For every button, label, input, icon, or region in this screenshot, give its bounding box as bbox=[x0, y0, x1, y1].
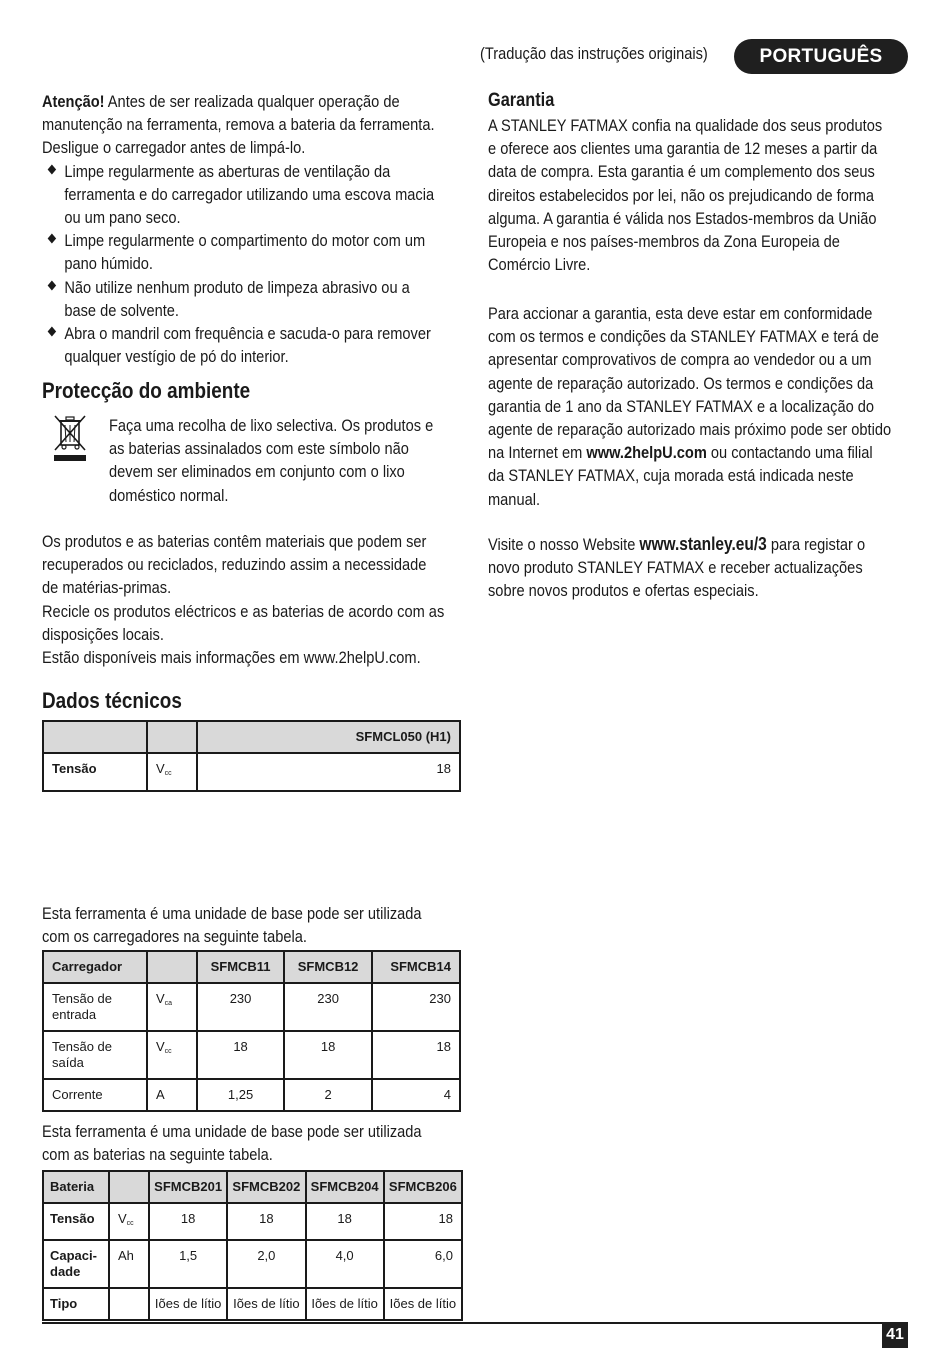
left-column bbox=[42, 90, 462, 1311]
table-row: Tensão de entrada $V_{ca}$ 230 230 230 bbox=[43, 983, 460, 1031]
warranty-paragraph-3: Visite o nosso Website www.stanley.eu/3 para registar o novo produto STANLEY FATMAX e receber actualizações sobre novos produtos e ofertas especiais. bbox=[488, 534, 866, 601]
environment-title: Protecção do ambiente bbox=[42, 378, 251, 403]
warranty-paragraph-2: Para accionar a garantia, esta deve estar em conformidade com os termos e condições da STANLEY FATMAX e terá de apresentar comprovativos de compra ao vendedor ou a um agente de reparação autorizado. Os termos e condições da garantia de 1 ano da STANLEY FATMAX e a localização do agente de reparação autorizado mais próximo pode ser obtido na Internet em www.2helpU.com ou contactando uma filial da STANLEY FATMAX, cuja morada está indicada neste manual. bbox=[488, 304, 892, 509]
maintenance-section bbox=[42, 90, 435, 368]
chargers-table: Carregador SFMCB11 SFMCB12 SFMCB14 Tensão de entrada $V_{ca}$ 230 230 230 Tensão de saída $V_{cc}$ 18 18 18 Corrente A 1,25 2 4 bbox=[42, 950, 461, 1112]
table-row: Tensão $V_{cc}$ 18 18 18 18 bbox=[43, 1203, 462, 1240]
warranty-title: Garantia bbox=[488, 90, 555, 111]
diamond-bullet-icon bbox=[48, 327, 57, 337]
page-number: 41 bbox=[882, 1322, 908, 1348]
language-badge: PORTUGUÊS bbox=[734, 39, 908, 74]
batteries-table: Bateria SFMCB201 SFMCB202 SFMCB204 SFMCB206 Tensão $V_{cc}$ 18 18 18 18 Capaci-dade Ah 1,5 2,0 4,0 6,0 Tipo Iões de lítio Iões de lítio Iões de lítio Iões de lítio bbox=[42, 1170, 463, 1321]
maintenance-warning-line: Atenção! Antes de ser realizada qualquer operação de bbox=[42, 92, 400, 111]
right-column bbox=[488, 90, 913, 601]
table-row: Tensão de saída $V_{cc}$ 18 18 18 bbox=[43, 1031, 460, 1079]
environment-section bbox=[42, 378, 445, 668]
diamond-bullet-icon bbox=[48, 280, 57, 290]
tech-title: Dados técnicos bbox=[42, 688, 182, 713]
warranty-paragraph-1: A STANLEY FATMAX confia na qualidade dos seus produtos e oferece aos clientes uma garantia de 12 meses a partir da data de compra. Esta garantia é um complemento dos seus direitos estabelecidos por lei, não os prejudicando de forma alguma. A garantia é válida nos Estados-membros da União Europeia e nos países-membros da Zona Europeia de Comércio Livre. bbox=[488, 116, 883, 275]
list-item: Limpe regularmente as aberturas de ventilação da ferramenta e do carregador utilizando uma escova macia ou um pano seco. bbox=[42, 160, 403, 230]
maintenance-warning-line: Desligue o carregador antes de limpá-lo. bbox=[42, 138, 306, 158]
environment-paragraph: Os produtos e as baterias contêm materiais que podem ser recuperados ou reciclados, reduzindo assim a necessidade de matérias-primas. Recicle os produtos eléctricos e as baterias de acordo com as disposições locais. Estão disponíveis mais informações em www.2helpU.com. bbox=[42, 532, 445, 668]
helpu-link[interactable]: www.2helpU.com bbox=[586, 443, 707, 463]
list-item: Limpe regularmente o compartimento do motor com um pano húmido. bbox=[42, 229, 403, 275]
diamond-bullet-icon bbox=[48, 234, 57, 244]
table-row: Capaci-dade Ah 1,5 2,0 4,0 6,0 bbox=[43, 1240, 462, 1288]
diamond-bullet-icon bbox=[48, 164, 57, 174]
tech-section bbox=[42, 688, 457, 1311]
stanley-website-link[interactable]: www.stanley.eu/3 bbox=[639, 534, 767, 554]
table-row: Corrente A 1,25 2 4 bbox=[43, 1079, 460, 1111]
header-subtitle: (Tradução das instruções originais) bbox=[480, 44, 708, 63]
table-row: Tensão $V_{cc}$ 18 bbox=[43, 753, 460, 791]
table-row: Tipo Iões de lítio Iões de lítio Iões de lítio Iões de lítio bbox=[43, 1288, 462, 1320]
crossed-out-wheelie-bin-icon bbox=[52, 414, 88, 467]
maintenance-warning-line: manutenção na ferramenta, remova a bateria da ferramenta. bbox=[42, 115, 435, 135]
batteries-intro: Esta ferramenta é uma unidade de base pode ser utilizada com as baterias na seguinte tabela. bbox=[42, 1122, 422, 1165]
chargers-intro: Esta ferramenta é uma unidade de base pode ser utilizada com os carregadores na seguinte tabela. bbox=[42, 904, 422, 947]
model-header: SFMCL050 (H1) bbox=[197, 721, 460, 753]
warning-label: Atenção! bbox=[42, 92, 105, 111]
list-item: Abra o mandril com frequência e sacuda-o para remover qualquer vestígio de pó do interior. bbox=[42, 322, 403, 368]
list-item: Não utilize nenhum produto de limpeza abrasivo ou a base de solvente. bbox=[42, 276, 403, 322]
footer-divider bbox=[42, 1322, 908, 1324]
tool-data-table bbox=[42, 720, 461, 792]
environment-icon-text: Faça uma recolha de lixo selectiva. Os produtos e as baterias assinalados com este símbolo não devem ser eliminados em conjunto com o lixo doméstico normal. bbox=[109, 416, 434, 505]
